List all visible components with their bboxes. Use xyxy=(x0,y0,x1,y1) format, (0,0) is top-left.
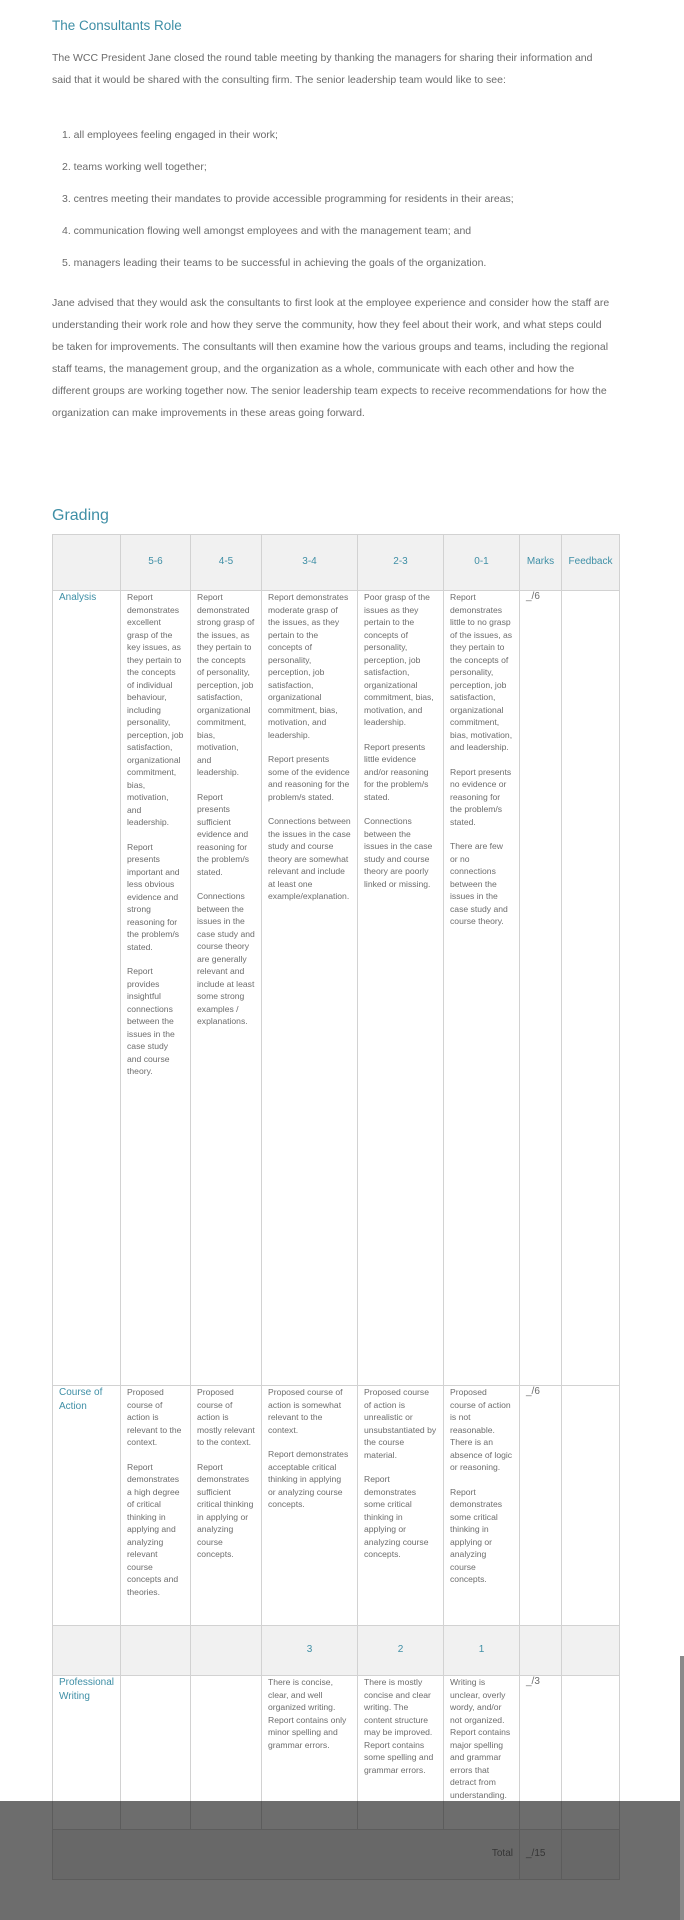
cell-text: Report demonstrates some critical thinking in applying or analyzing course concepts. xyxy=(364,1474,429,1559)
header-marks: Marks xyxy=(520,535,562,591)
cell-text: There is mostly concise and clear writing. The content structure may be improved. Report contains some spelling and grammar errors. xyxy=(364,1677,434,1775)
course-feedback xyxy=(562,1386,620,1626)
header-5-6: 5-6 xyxy=(121,535,191,591)
cell-text: Proposed course of action is not reasonable. There is an absence of logic or reasoning. xyxy=(450,1387,513,1472)
cell-text: Proposed course of action is relevant to the context. xyxy=(127,1387,182,1447)
cell-text: Report demonstrates sufficient critical thinking in applying or analyzing course concepts. xyxy=(197,1461,254,1559)
subheader-empty xyxy=(191,1626,262,1676)
cell-text: Report demonstrated strong grasp of the issues, as they pertain to the concepts of personality, perception, job satisfaction, organizational commitment, bias, motivation, and leadership. xyxy=(197,592,255,777)
cell-text: Report presents some of the evidence and reasoning for the problem/s stated. xyxy=(268,754,350,802)
analysis-marks: _/6 xyxy=(520,591,562,1386)
course-marks: _/6 xyxy=(520,1386,562,1626)
cell-text: There is concise, clear, and well organized writing. Report contains only minor spelling and grammar errors. xyxy=(268,1677,347,1750)
header-4-5: 4-5 xyxy=(191,535,262,591)
goal-item: 4. communication flowing well amongst employees and with the management team; and xyxy=(62,225,472,237)
analysis-cell-0-1 xyxy=(444,591,520,1386)
analysis-cell-3-4 xyxy=(262,591,358,1386)
analysis-cell-2-3 xyxy=(358,591,444,1386)
criterion-course-of-action: Course of Action xyxy=(53,1386,121,1626)
cell-text: Report demonstrates acceptable critical thinking in applying or analyzing course concepts. xyxy=(268,1449,349,1509)
section-title: The Consultants Role xyxy=(52,18,182,33)
subheader-1: 1 xyxy=(444,1626,520,1676)
cell-text: Report demonstrates some critical thinking in applying or analyzing course concepts. xyxy=(450,1486,503,1584)
cell-text: Report provides insightful connections between the issues in the case study and course theory. xyxy=(127,966,175,1076)
cell-text: Connections between the issues in the case study and course theory are somewhat relevant and include at least one example/explanation. xyxy=(268,816,351,901)
criterion-analysis: Analysis xyxy=(53,591,121,1386)
subheader-empty xyxy=(53,1626,121,1676)
subheader-empty xyxy=(121,1626,191,1676)
course-cell-2-3 xyxy=(358,1386,444,1626)
course-cell-4-5 xyxy=(191,1386,262,1626)
cell-text: Report demonstrates excellent grasp of the key issues, as they pertain to the concepts of individual behaviour, including personality, perception, job satisfaction, organizational commitment, bias, motivation, and leadership. xyxy=(127,592,184,827)
course-cell-0-1 xyxy=(444,1386,520,1626)
header-empty xyxy=(53,535,121,591)
subheader-empty xyxy=(562,1626,620,1676)
goal-item: 5. managers leading their teams to be successful in achieving the goals of the organization. xyxy=(62,257,487,269)
goal-item: 1. all employees feeling engaged in their work; xyxy=(62,129,278,141)
cell-text: Poor grasp of the issues as they pertain to the concepts of personality, perception, job satisfaction, organizational commitment, bias, motivation, and leadership. xyxy=(364,592,434,727)
cell-text: Proposed course of action is mostly relevant to the context. xyxy=(197,1387,255,1447)
cell-text: Report presents sufficient evidence and reasoning for the problem/s stated. xyxy=(197,791,250,877)
rubric-row-course-of-action xyxy=(53,1386,620,1626)
goal-item: 3. centres meeting their mandates to provide accessible programming for residents in their areas; xyxy=(62,193,514,205)
header-3-4: 3-4 xyxy=(262,535,358,591)
analysis-cell-4-5 xyxy=(191,591,262,1386)
cell-text: Writing is unclear, overly wordy, and/or not organized. Report contains major spelling and grammar errors that detract from understanding. xyxy=(450,1677,511,1800)
modal-backdrop-overlay[interactable] xyxy=(0,1801,684,1920)
cell-text: Report presents important and less obvious evidence and strong reasoning for the problem/s stated. xyxy=(127,841,180,952)
subheader-2: 2 xyxy=(358,1626,444,1676)
rubric-subheader-row xyxy=(53,1626,620,1676)
cell-text: Proposed course of action is unrealistic or unsubstantiated by the course material. xyxy=(364,1387,437,1460)
header-0-1: 0-1 xyxy=(444,535,520,591)
cell-text: There are few or no connections between the issues in the case study and course theory. xyxy=(450,841,508,926)
analysis-cell-5-6 xyxy=(121,591,191,1386)
cell-text: Connections between the issues in the case study and course theory are generally relevant and include at least some strong examples / explanations. xyxy=(197,891,255,1026)
jane-paragraph: Jane advised that they would ask the consultants to first look at the employee experience and consider how the staff are understanding their work role and how they serve the community, how they feel about their work, and what steps could be taken for improvements. The consultants will then examine how the various groups and teams, including the regional staff teams, the management group, and the organization as a whole, communicate with each other and how the different groups are working together now. The senior leadership team expects to receive recommendations for how the organization can make improvements in these areas going forward. xyxy=(52,297,610,419)
grading-rubric-table xyxy=(52,534,620,1880)
cell-text: Report presents no evidence or reasoning for the problem/s stated. xyxy=(450,766,512,827)
course-cell-5-6 xyxy=(121,1386,191,1626)
scrollbar-thumb[interactable] xyxy=(680,1656,684,1920)
grading-title: Grading xyxy=(52,507,109,524)
rubric-row-analysis xyxy=(53,591,620,1386)
cell-text: Report presents little evidence and/or reasoning for the problem/s stated. xyxy=(364,741,429,802)
cell-text: Report demonstrates moderate grasp of the issues, as they pertain to the concepts of personality, perception, job satisfaction, organizational commitment, bias, motivation, and leadership. xyxy=(268,592,349,740)
subheader-empty xyxy=(520,1626,562,1676)
subheader-3: 3 xyxy=(262,1626,358,1676)
cell-text: Report demonstrates little to no grasp of the issues, as they pertain to the concepts of personality, perception, job satisfaction, organizational commitment, bias, motivation, and leadership. xyxy=(450,592,513,752)
writing-marks: _/3 xyxy=(520,1676,562,1830)
rubric-header-row xyxy=(53,535,620,591)
header-2-3: 2-3 xyxy=(358,535,444,591)
criterion-professional-writing: Professional Writing xyxy=(53,1676,121,1830)
intro-paragraph: The WCC President Jane closed the round table meeting by thanking the managers for sharing their information and said that it would be shared with the consulting firm. The senior leadership team would like to see: xyxy=(52,52,593,86)
header-feedback: Feedback xyxy=(562,535,620,591)
cell-text: Proposed course of action is somewhat relevant to the context. xyxy=(268,1387,343,1435)
cell-text: Report demonstrates a high degree of critical thinking in applying and analyzing relevant course concepts and theories. xyxy=(127,1461,180,1597)
goals-list xyxy=(52,127,514,287)
cell-text: Connections between the issues in the case study and course theory are poorly linked or missing. xyxy=(364,816,433,889)
course-cell-3-4 xyxy=(262,1386,358,1626)
goal-item: 2. teams working well together; xyxy=(62,161,207,173)
analysis-feedback xyxy=(562,591,620,1386)
